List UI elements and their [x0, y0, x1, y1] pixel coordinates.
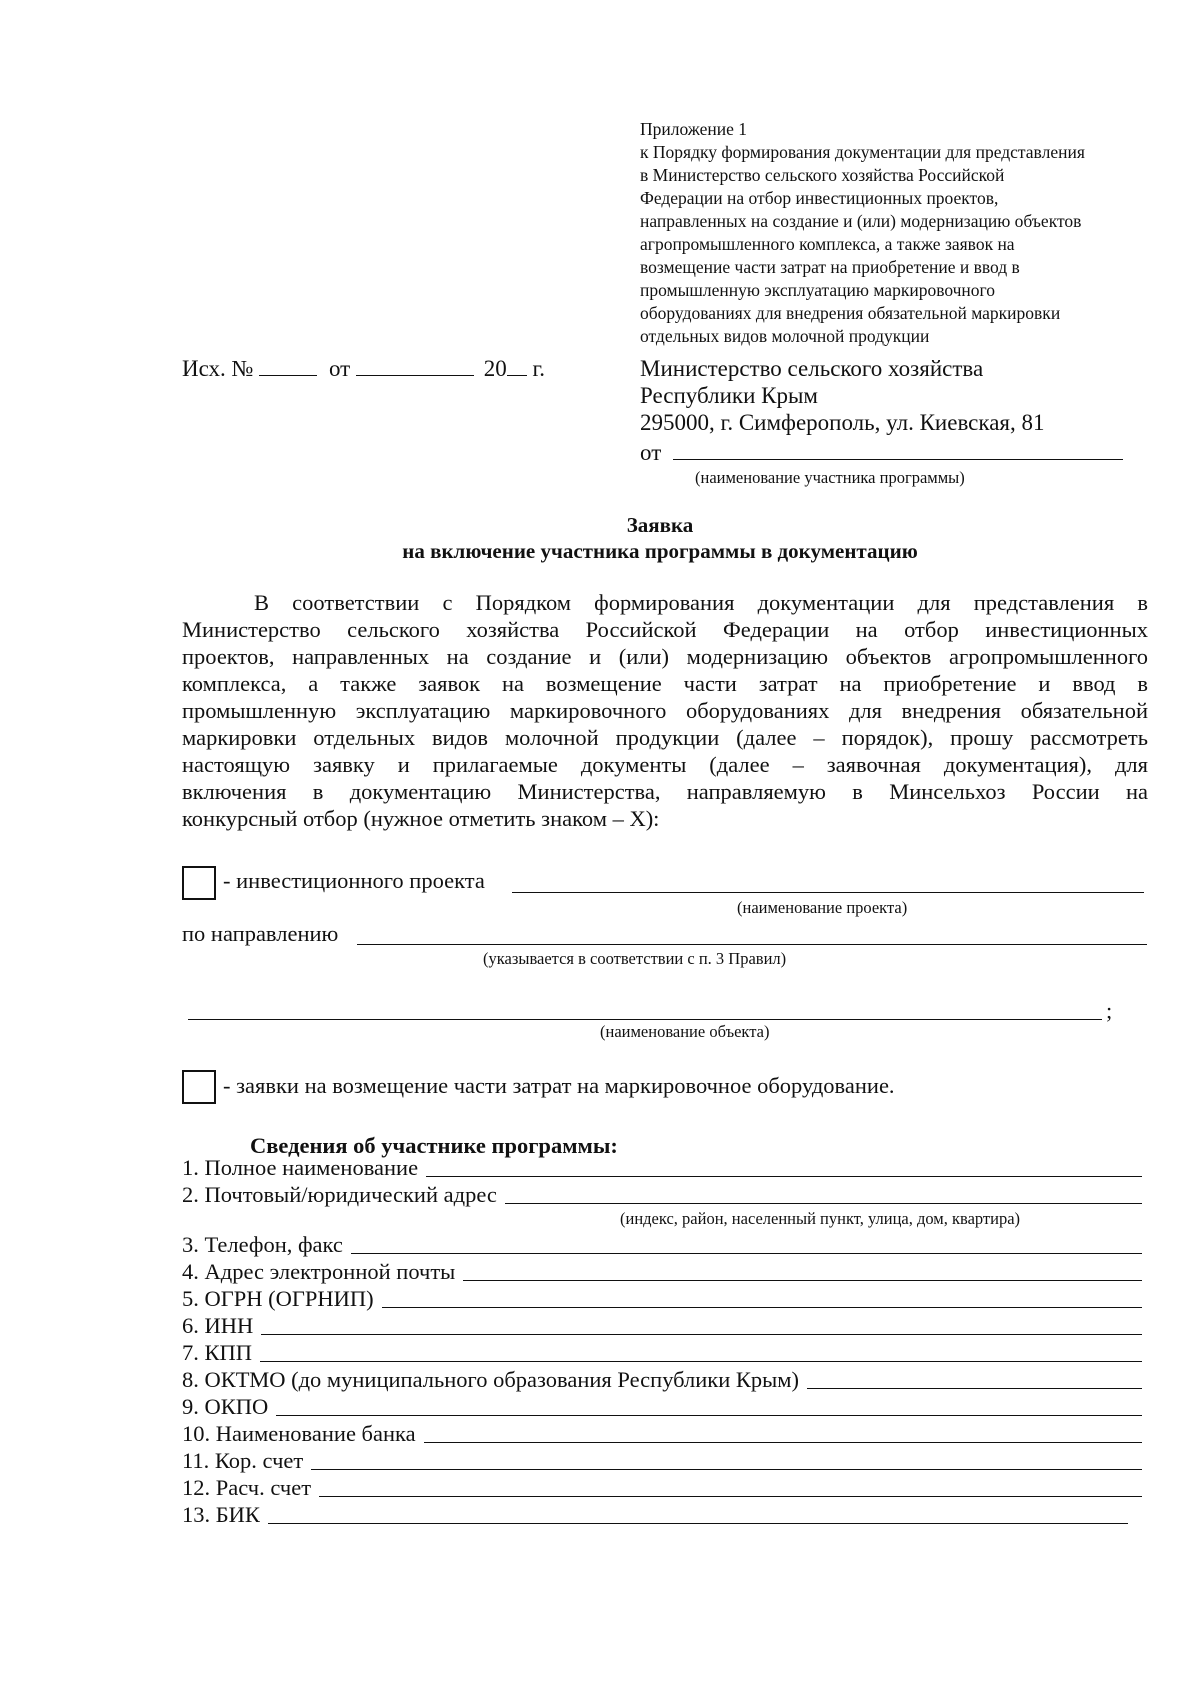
paragraph-line: включения в документацию Министерства, направляемую в Минсельхоз России на: [182, 779, 1148, 804]
addressee-block: [640, 355, 1140, 436]
appendix-line: к Порядку формирования документации для представления: [640, 142, 1085, 162]
appendix-line: оборудованиях для внедрения обязательной маркировки: [640, 303, 1061, 323]
field-line[interactable]: [261, 1334, 1142, 1335]
participant-section-title: Сведения об участнике программы:: [250, 1133, 618, 1158]
object-name-hint: (наименование объекта): [600, 1022, 770, 1041]
field-line[interactable]: [426, 1176, 1142, 1177]
address-hint: (индекс, район, населенный пункт, улица, дом, квартира): [620, 1209, 1021, 1228]
participant-field-settlement-account[interactable]: [182, 1475, 1142, 1501]
participant-field-inn[interactable]: [182, 1313, 1142, 1339]
field-label: 10. Наименование банка: [182, 1421, 416, 1446]
outgoing-year-suffix: г.: [532, 356, 546, 381]
direction-field[interactable]: [357, 944, 1147, 945]
project-checkbox[interactable]: [182, 866, 216, 900]
compensation-option-label: - заявки на возмещение части затрат на маркировочное оборудование.: [223, 1073, 895, 1098]
participant-field-email[interactable]: [182, 1259, 1142, 1285]
appendix-line: отдельных видов молочной продукции: [640, 326, 930, 346]
addressee-line: 295000, г. Симферополь, ул. Киевская, 81: [640, 410, 1045, 435]
field-line[interactable]: [807, 1388, 1142, 1389]
addressee-from-field[interactable]: [673, 439, 1123, 460]
participant-field-kpp[interactable]: [182, 1340, 1142, 1366]
field-label: 4. Адрес электронной почты: [182, 1259, 456, 1284]
field-label: 9. ОКПО: [182, 1394, 269, 1419]
appendix-line: Приложение 1: [640, 119, 748, 139]
field-line[interactable]: [319, 1496, 1142, 1497]
appendix-line: возмещение части затрат на приобретение и ввод в: [640, 257, 1020, 277]
outgoing-number-line: [182, 355, 545, 382]
field-label: 5. ОГРН (ОГРНИП): [182, 1286, 374, 1311]
direction-label: по направлению: [182, 921, 339, 946]
participant-field-full-name[interactable]: [182, 1155, 1142, 1181]
field-label: 7. КПП: [182, 1340, 253, 1365]
project-name-field[interactable]: [512, 892, 1144, 893]
appendix-line: в Министерство сельского хозяйства Российской: [640, 165, 1005, 185]
addressee-line: Министерство сельского хозяйства: [640, 356, 984, 381]
document-subtitle: на включение участника программы в документацию: [402, 539, 918, 563]
addressee-from-line: [640, 439, 1123, 466]
participant-field-corr-account[interactable]: [182, 1448, 1142, 1474]
participant-field-bank-name[interactable]: [182, 1421, 1142, 1447]
paragraph-line: промышленную эксплуатацию маркировочного оборудованиях для внедрения обязательной: [182, 698, 1148, 723]
participant-field-bik[interactable]: [182, 1502, 1128, 1528]
document-title: Заявка: [626, 513, 694, 537]
outgoing-number-label: Исх. №: [182, 356, 254, 381]
outgoing-year-prefix: 20: [483, 356, 507, 381]
field-line[interactable]: [268, 1523, 1128, 1524]
field-line[interactable]: [382, 1307, 1142, 1308]
participant-field-ogrn[interactable]: [182, 1286, 1142, 1312]
paragraph-line: комплекса, а также заявок на возмещение части затрат на приобретение и ввод в: [182, 671, 1148, 696]
field-line[interactable]: [276, 1415, 1142, 1416]
paragraph-line: В соответствии с Порядком формирования документации для представления в: [254, 590, 1148, 615]
field-label: 13. БИК: [182, 1502, 260, 1527]
field-line[interactable]: [463, 1280, 1142, 1281]
field-line[interactable]: [260, 1361, 1142, 1362]
addressee-line: Республики Крым: [640, 383, 818, 408]
appendix-line: промышленную эксплуатацию маркировочного: [640, 280, 996, 300]
participant-field-address[interactable]: [182, 1182, 1142, 1208]
field-label: 6. ИНН: [182, 1313, 254, 1338]
addressee-from-hint: (наименование участника программы): [695, 468, 965, 487]
participant-field-oktmo[interactable]: [182, 1367, 1142, 1393]
paragraph-line: конкурсный отбор (нужное отметить знаком – X):: [182, 806, 660, 831]
field-label: 8. ОКТМО (до муниципального образования Республики Крым): [182, 1367, 800, 1392]
field-label: 11. Кор. счет: [182, 1448, 304, 1473]
outgoing-number-field[interactable]: [259, 355, 317, 376]
outgoing-date-field[interactable]: [356, 355, 474, 376]
outgoing-year-field[interactable]: [507, 355, 527, 376]
participant-field-phone[interactable]: [182, 1232, 1142, 1258]
field-line[interactable]: [351, 1253, 1142, 1254]
addressee-from-label: от: [640, 440, 662, 465]
appendix-line: направленных на создание и (или) модернизацию объектов: [640, 211, 1082, 231]
paragraph-line: настоящую заявку и прилагаемые документы (далее – заявочная документация), для: [182, 752, 1148, 777]
paragraph-line: Министерство сельского хозяйства Российской Федерации на отбор инвестиционных: [182, 617, 1148, 642]
field-line[interactable]: [311, 1469, 1142, 1470]
object-name-field[interactable]: [188, 1019, 1102, 1020]
appendix-header: [640, 118, 1160, 348]
project-name-hint: (наименование проекта): [737, 898, 908, 917]
appendix-line: Федерации на отбор инвестиционных проектов,: [640, 188, 999, 208]
paragraph-line: маркировки отдельных видов молочной продукции (далее – порядок), прошу рассмотреть: [182, 725, 1148, 750]
participant-field-okpo[interactable]: [182, 1394, 1142, 1420]
paragraph-line: проектов, направленных на создание и (или) модернизацию объектов агропромышленного: [182, 644, 1148, 669]
field-label: 12. Расч. счет: [182, 1475, 312, 1500]
outgoing-from-label: от: [328, 356, 351, 381]
object-line-end: ;: [1106, 998, 1113, 1023]
compensation-checkbox[interactable]: [182, 1070, 216, 1104]
project-option-label: - инвестиционного проекта: [223, 868, 485, 893]
direction-hint: (указывается в соответствии с п. 3 Правил): [483, 949, 787, 968]
field-line[interactable]: [505, 1203, 1142, 1204]
field-line[interactable]: [424, 1442, 1142, 1443]
appendix-line: агропромышленного комплекса, а также заявок на: [640, 234, 1015, 254]
field-label: 2. Почтовый/юридический адрес: [182, 1182, 497, 1207]
field-label: 1. Полное наименование: [182, 1155, 419, 1180]
field-label: 3. Телефон, факс: [182, 1232, 343, 1257]
